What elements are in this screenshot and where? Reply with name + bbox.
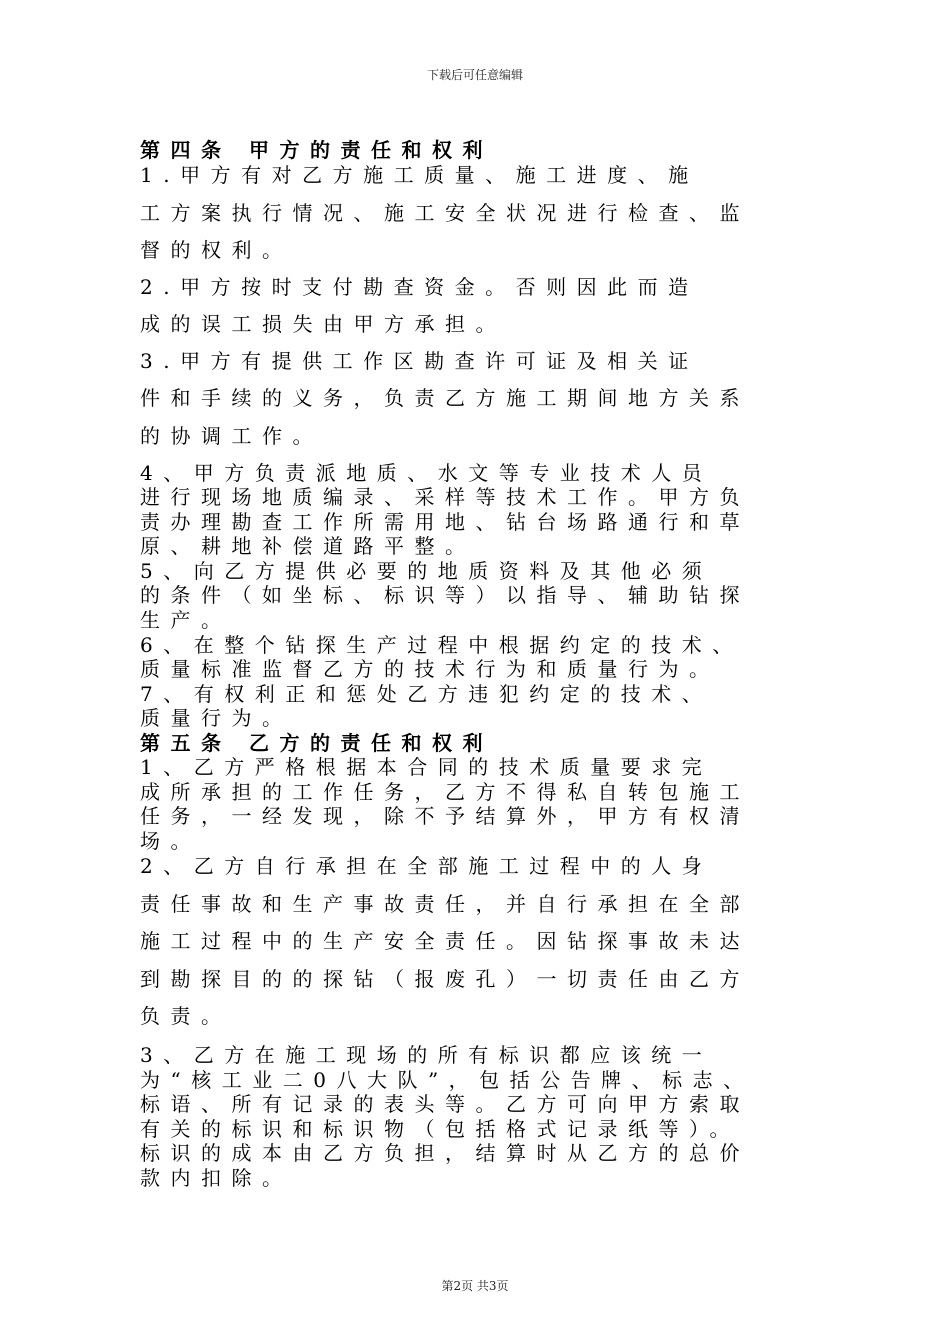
text-line: 2.甲方按时支付勘查资金。否则因此而造 xyxy=(140,275,699,299)
text-line: 3.甲方有提供工作区勘查许可证及相关证 xyxy=(140,349,699,373)
text-line: 4、甲方负责派地质、水文等专业技术人员 xyxy=(140,461,713,485)
text-line: 原、耕地补偿道路平整。 xyxy=(140,534,476,558)
text-line: 成所承担的工作任务，乙方不得私自转包施工 xyxy=(140,780,750,804)
text-line: 的条件（如坐标、标识等）以指导、辅助钻探 xyxy=(140,583,750,607)
text-line: 质量标准监督乙方的技术行为和质量行为。 xyxy=(140,657,720,681)
text-line: 责办理勘查工作所需用地、钻台场路通行和草 xyxy=(140,510,750,534)
page-footer: 第2页 共3页 xyxy=(441,1279,509,1293)
text-line: 为“核工业二0八大队”，包括公告牌、标志、 xyxy=(140,1068,754,1092)
text-line: 7、有权利正和惩处乙方违犯约定的技术、 xyxy=(140,682,713,706)
text-line: 款内扣除。 xyxy=(140,1166,293,1190)
text-line: 成的误工损失由甲方承担。 xyxy=(140,312,506,336)
text-line: 标识的成本由乙方负担，结算时从乙方的总价 xyxy=(140,1141,750,1165)
text-line: 场。 xyxy=(140,829,201,853)
text-line: 进行现场地质编录、采样等技术工作。甲方负 xyxy=(140,485,750,509)
section-heading-article-4: 第四条 甲方的责任和权利 xyxy=(140,138,493,162)
text-line: 负责。 xyxy=(140,1004,232,1028)
text-line: 件和手续的义务，负责乙方施工期间地方关系 xyxy=(140,386,750,410)
text-line: 生产。 xyxy=(140,608,232,632)
text-line: 责任事故和生产事故责任，并自行承担在全部 xyxy=(140,892,750,916)
text-line: 质量行为。 xyxy=(140,706,293,730)
text-line: 施工过程中的生产安全责任。因钻探事故未达 xyxy=(140,929,750,953)
section-heading-article-5: 第五条 乙方的责任和权利 xyxy=(140,731,493,755)
text-line: 工方案执行情况、施工安全状况进行检查、监 xyxy=(140,201,750,225)
text-line: 任务，一经发现，除不予结算外，甲方有权清 xyxy=(140,804,750,828)
text-line: 督的权利。 xyxy=(140,238,293,262)
text-line: 2、乙方自行承担在全部施工过程中的人身 xyxy=(140,854,713,878)
text-line: 1.甲方有对乙方施工质量、施工进度、施 xyxy=(140,163,699,187)
text-line: 6、在整个钻探生产过程中根据约定的技术、 xyxy=(140,633,743,657)
text-line: 5、向乙方提供必要的地质资料及其他必须 xyxy=(140,559,713,583)
text-line: 1、乙方严格根据本合同的技术质量要求完 xyxy=(140,755,713,779)
text-line: 有关的标识和标识物（包括格式记录纸等）。 xyxy=(140,1117,740,1141)
text-line: 标语、所有记录的表头等。乙方可向甲方索取 xyxy=(140,1092,750,1116)
text-line: 到勘探目的的探钻（报废孔）一切责任由乙方 xyxy=(140,967,750,991)
page-header: 下载后可任意编辑 xyxy=(426,68,523,82)
text-line: 3、乙方在施工现场的所有标识都应该统一 xyxy=(140,1043,713,1067)
text-line: 的协调工作。 xyxy=(140,424,323,448)
